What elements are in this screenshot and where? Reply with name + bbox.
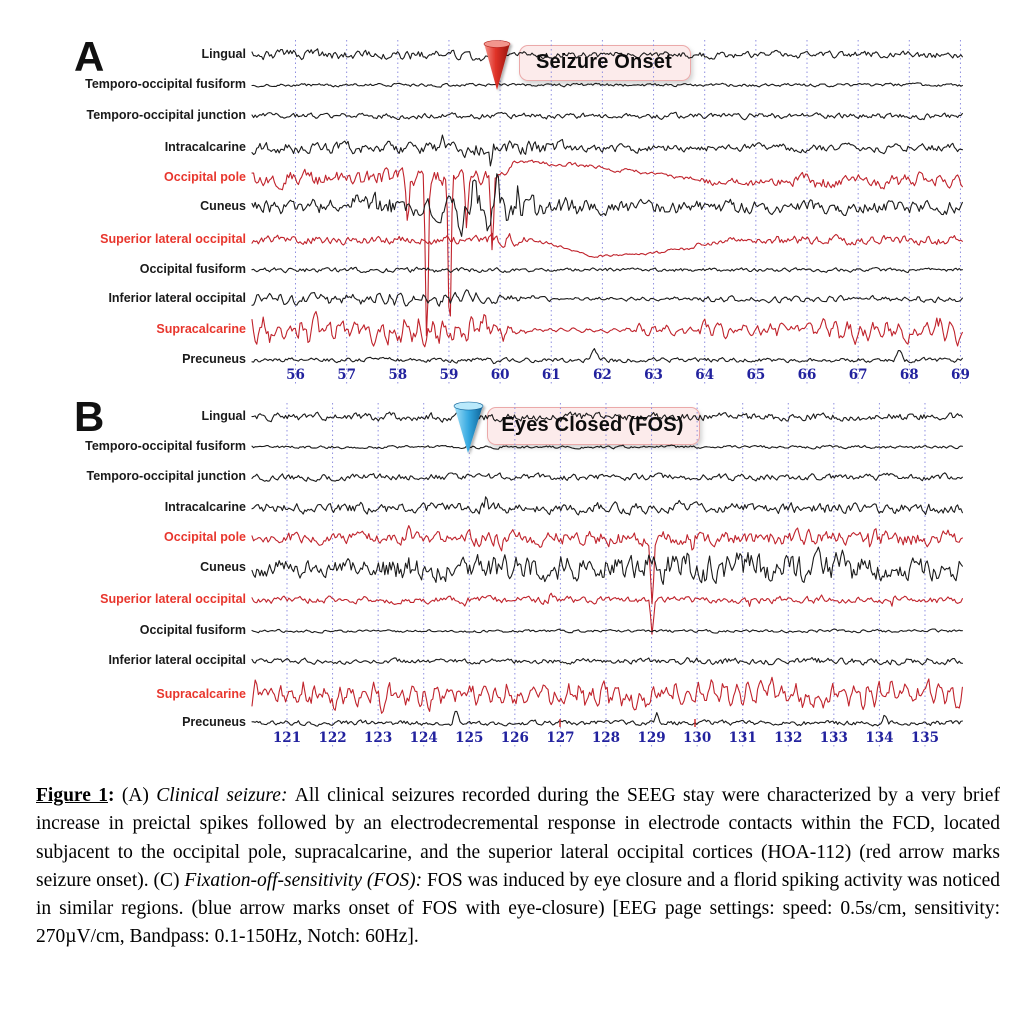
caption-segment: Clinical seizure: — [156, 785, 295, 806]
time-tick-label: 58 — [388, 367, 408, 383]
channel-label-a: Temporo-occipital junction — [86, 108, 246, 122]
time-tick-label: 131 — [728, 730, 757, 746]
seizure-onset-label: Seizure Onset — [536, 50, 672, 73]
time-tick-label: 127 — [546, 730, 575, 746]
time-tick-label: 61 — [541, 367, 561, 383]
channel-label-a: Inferior lateral occipital — [108, 291, 246, 305]
eeg-trace-a-cuneus — [252, 174, 962, 237]
caption-segment: Figure 1 — [36, 785, 108, 806]
channel-label-a: Temporo-occipital fusiform — [85, 77, 246, 91]
channel-label-a: Precuneus — [182, 352, 246, 366]
eeg-trace-b-intracalcarine — [252, 497, 962, 515]
time-tick-label: 65 — [746, 367, 766, 383]
eeg-trace-b-occipital-fusiform — [252, 629, 962, 633]
channel-label-b: Lingual — [201, 409, 246, 423]
channel-label-a: Occipital fusiform — [139, 262, 246, 276]
panel-b-letter: B — [74, 393, 105, 440]
panel-a-letter: A — [74, 33, 105, 80]
channel-label-b: Cuneus — [200, 560, 246, 574]
time-tick-label: 123 — [364, 730, 393, 746]
eyes-closed-label: Eyes Closed (FOS) — [501, 413, 684, 436]
channel-label-a: Occipital pole — [164, 170, 246, 184]
time-tick-label: 57 — [337, 367, 357, 383]
time-tick-label: 69 — [951, 367, 970, 383]
eeg-trace-a-inferior-lateral-occipital — [252, 290, 962, 306]
time-tick-label: 63 — [644, 367, 663, 383]
time-tick-label: 135 — [910, 730, 940, 746]
time-tick-label: 60 — [490, 367, 510, 383]
time-tick-label: 129 — [637, 730, 666, 746]
caption-segment: All clinical seizures recorded during the SEEG stay were characterized by a very brief increase in preictal spikes followed by an electrodecremental response in electrode contacts within the FCD, located subjacent to the occipital pole, supracalcarine, and the superior lateral occipital cortices (HOA-112) (red arrow marks seizure onset). (C) — [36, 785, 1000, 891]
channel-label-b: Superior lateral occipital — [100, 592, 246, 606]
time-tick-label: 128 — [591, 730, 621, 746]
eeg-trace-b-temporo-occipital-fusiform — [252, 445, 962, 449]
time-tick-label: 62 — [593, 367, 612, 383]
time-tick-label: 121 — [272, 730, 302, 746]
eeg-trace-a-superior-lateral-occipital — [252, 233, 962, 257]
channel-label-a: Supracalcarine — [156, 322, 246, 336]
channel-label-a: Cuneus — [200, 199, 246, 213]
time-tick-label: 124 — [409, 730, 438, 746]
channel-label-a: Intracalcarine — [164, 140, 246, 154]
eeg-trace-b-temporo-occipital-junction — [252, 473, 962, 482]
time-tick-label: 66 — [797, 367, 817, 383]
time-tick-label: 133 — [819, 730, 848, 746]
caption-segment: FOS was induced by eye closure and a florid spiking activity was noticed in similar regions. (blue arrow marks onset of FOS with eye-closure) [EEG page settings: speed: 0.5s/cm, sensitivity: 270µV/cm, Bandpass: 0.1-150Hz, Notch: 60Hz]. — [36, 869, 1000, 948]
time-tick-label: 68 — [899, 367, 919, 383]
eeg-trace-b-supracalcarine — [252, 677, 962, 713]
time-tick-label: 130 — [683, 730, 712, 746]
time-tick-label: 67 — [848, 367, 868, 383]
caption-segment: (A) — [121, 785, 157, 806]
caption-segment: : — [107, 785, 122, 806]
eeg-trace-b-superior-lateral-occipital — [252, 593, 962, 634]
eeg-trace-a-temporo-occipital-junction — [252, 112, 962, 120]
eeg-trace-b-inferior-lateral-occipital — [252, 658, 962, 666]
eeg-trace-a-precuneus — [252, 349, 962, 364]
channel-label-b: Occipital pole — [164, 530, 246, 544]
eeg-trace-b-cuneus — [252, 547, 962, 584]
time-tick-label: 64 — [695, 367, 715, 383]
caption-segment: Fixation-off-sensitivity (FOS): — [184, 869, 427, 891]
channel-label-b: Supracalcarine — [156, 687, 246, 701]
channel-label-a: Superior lateral occipital — [100, 232, 246, 246]
eeg-trace-a-occipital-fusiform — [252, 267, 962, 273]
time-tick-label: 134 — [865, 730, 894, 746]
channel-label-b: Occipital fusiform — [139, 623, 246, 637]
time-tick-label: 59 — [439, 367, 459, 383]
channel-label-b: Temporo-occipital fusiform — [85, 439, 246, 453]
time-tick-label: 56 — [286, 367, 305, 383]
channel-label-b: Temporo-occipital junction — [86, 469, 246, 483]
eeg-trace-a-temporo-occipital-fusiform — [252, 83, 962, 87]
time-tick-label: 122 — [318, 730, 347, 746]
figure-caption — [36, 782, 1000, 952]
time-tick-label: 132 — [774, 730, 803, 746]
channel-label-a: Lingual — [201, 47, 246, 61]
time-tick-label: 126 — [500, 730, 529, 746]
channel-label-b: Precuneus — [182, 715, 246, 729]
eeg-trace-b-precuneus — [252, 711, 962, 726]
fos-onset-arrow-icon — [454, 402, 483, 453]
channel-label-b: Inferior lateral occipital — [108, 653, 246, 667]
eeg-trace-a-supracalcarine — [252, 312, 962, 347]
seizure-onset-arrow-icon — [484, 41, 510, 91]
eeg-trace-a-intracalcarine — [252, 135, 962, 166]
time-tick-label: 125 — [455, 730, 484, 746]
eeg-trace-a-occipital-pole — [252, 160, 962, 336]
channel-label-b: Intracalcarine — [164, 500, 246, 514]
